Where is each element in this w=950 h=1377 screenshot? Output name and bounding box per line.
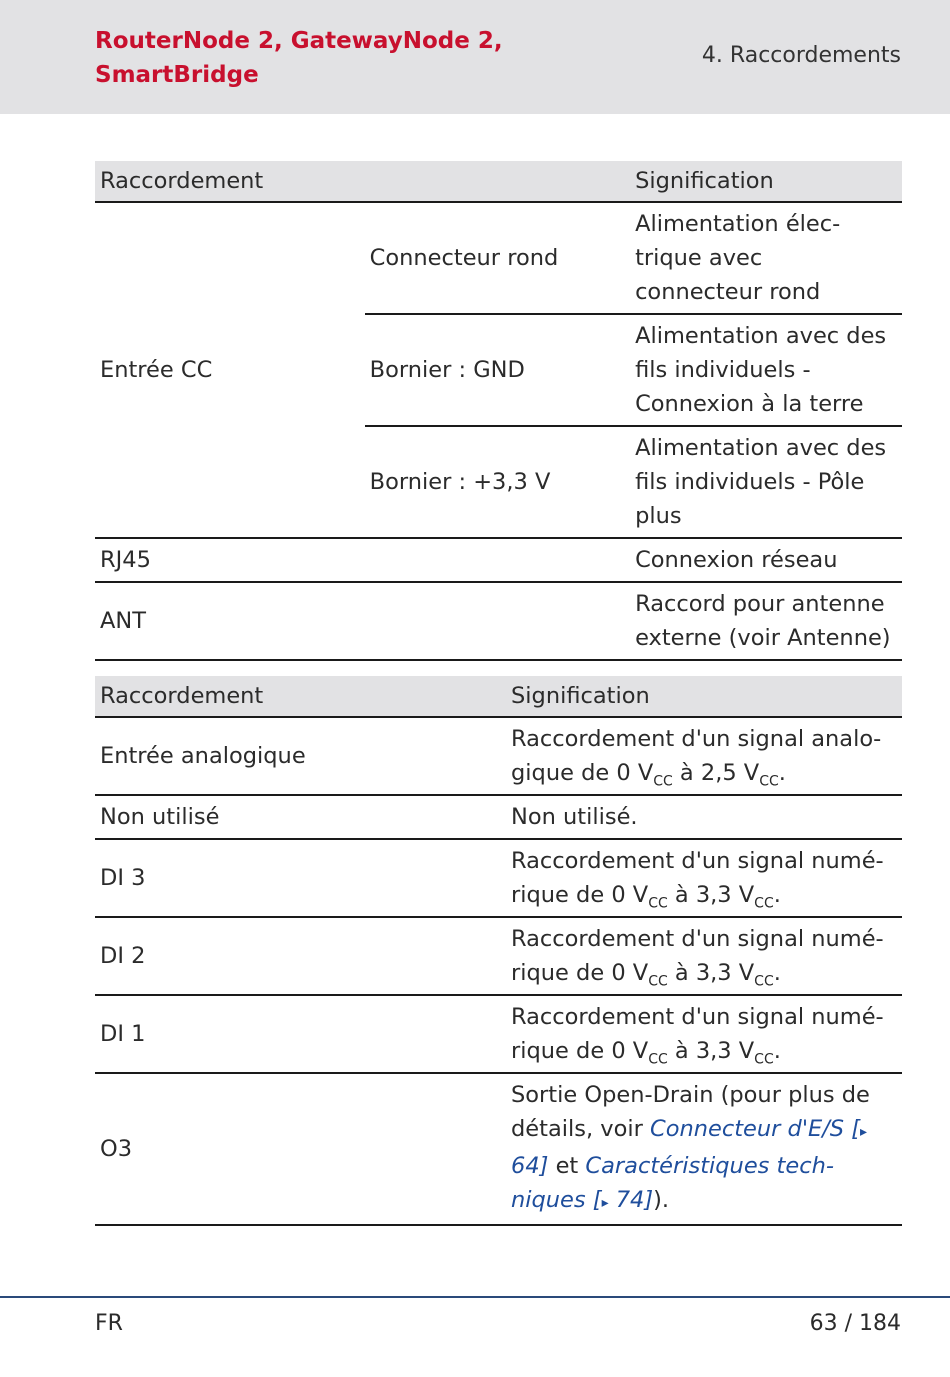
analog-input-label: Entrée analogique [95,717,506,795]
column-header-connection: Raccordement [95,161,365,202]
meaning-cell [506,917,902,995]
connector-cell: Connecteur rond [365,202,630,314]
meaning-cell [506,717,902,795]
subscript: CC [754,973,774,990]
page-header [0,0,950,114]
meaning-cell: Alimentation électrique avec connecteur rond [630,202,902,314]
link-arrow-icon: ▸ [860,1124,868,1140]
subscript: CC [754,895,774,912]
meaning-text: à 3,3 V [667,882,755,908]
meaning-cell [506,1073,902,1225]
link-text: Caractéristiques techniques [ [511,1153,834,1213]
meaning-text: à 3,3 V [667,960,755,986]
product-title-line2: SmartBridge [95,62,259,88]
subscript: CC [754,1051,774,1068]
meaning-text: Raccordement d'un signal numérique de 0 V [511,1004,884,1064]
link-arrow-icon: ▸ [601,1195,609,1211]
column-header-meaning: Signification [630,161,902,202]
page-number: 63 / 184 [809,1311,901,1336]
ant-label: ANT [95,582,630,660]
connections-table-io [95,676,902,1226]
o3-label: O3 [95,1073,506,1225]
di2-label: DI 2 [95,917,506,995]
table-row [95,538,902,582]
connector-cell: Bornier : GND [365,314,630,426]
column-header-blank [365,161,630,202]
meaning-text: à 3,3 V [667,1038,755,1064]
footer-language: FR [95,1311,123,1336]
subscript: CC [648,1051,668,1068]
link-page: 74] [608,1187,654,1213]
connections-table-power [95,161,902,661]
subscript: CC [648,895,668,912]
unused-label: Non utilisé [95,795,506,839]
meaning-cell: Connexion réseau [630,538,902,582]
meaning-cell: Alimentation avec des fils individuels - Connexion à la terre [630,314,902,426]
meaning-text: . [773,882,781,908]
table-header-row [95,161,902,202]
meaning-cell [506,839,902,917]
meaning-text: Raccordement d'un signal numérique de 0 V [511,926,884,986]
product-title [95,24,515,92]
table-row [95,582,902,660]
dc-input-label: Entrée CC [95,202,365,538]
meaning-text: Raccordement d'un signal analogique de 0 V [511,726,882,786]
meaning-text: . [778,760,786,786]
table-row [95,839,902,917]
subscript: CC [653,773,673,790]
link-page: 64] [511,1153,549,1179]
meaning-text: à 2,5 V [672,760,760,786]
meaning-text: Sortie Open-Drain (pour plus de détails, voir [511,1082,870,1142]
meaning-cell: Alimentation avec des fils individuels - Pôle plus [630,426,902,538]
subscript: CC [759,773,779,790]
table-row [95,795,902,839]
chapter-title: 4. Raccordements [701,43,901,68]
meaning-text: . [773,1038,781,1064]
meaning-text: . [773,960,781,986]
meaning-text: Raccordement d'un signal numérique de 0 V [511,848,884,908]
meaning-cell: Non utilisé. [506,795,902,839]
meaning-cell: Raccord pour antenne externe (voir Antenne) [630,582,902,660]
meaning-text: ). [653,1187,670,1213]
table-row [95,995,902,1073]
rj45-label: RJ45 [95,538,630,582]
subscript: CC [648,973,668,990]
table-row [95,917,902,995]
table-row [95,1073,902,1225]
table-row [95,717,902,795]
table-header-row [95,676,902,717]
di3-label: DI 3 [95,839,506,917]
connector-cell: Bornier : +3,3 V [365,426,630,538]
meaning-text: et [548,1153,586,1179]
meaning-cell [506,995,902,1073]
column-header-connection: Raccordement [95,676,506,717]
link-text: Connecteur d'E/S [ [650,1116,861,1142]
di1-label: DI 1 [95,995,506,1073]
footer-divider [0,1296,950,1298]
product-title-line1: RouterNode 2, GatewayNode 2, [95,28,503,54]
column-header-meaning: Signification [506,676,902,717]
table-row [95,202,902,314]
